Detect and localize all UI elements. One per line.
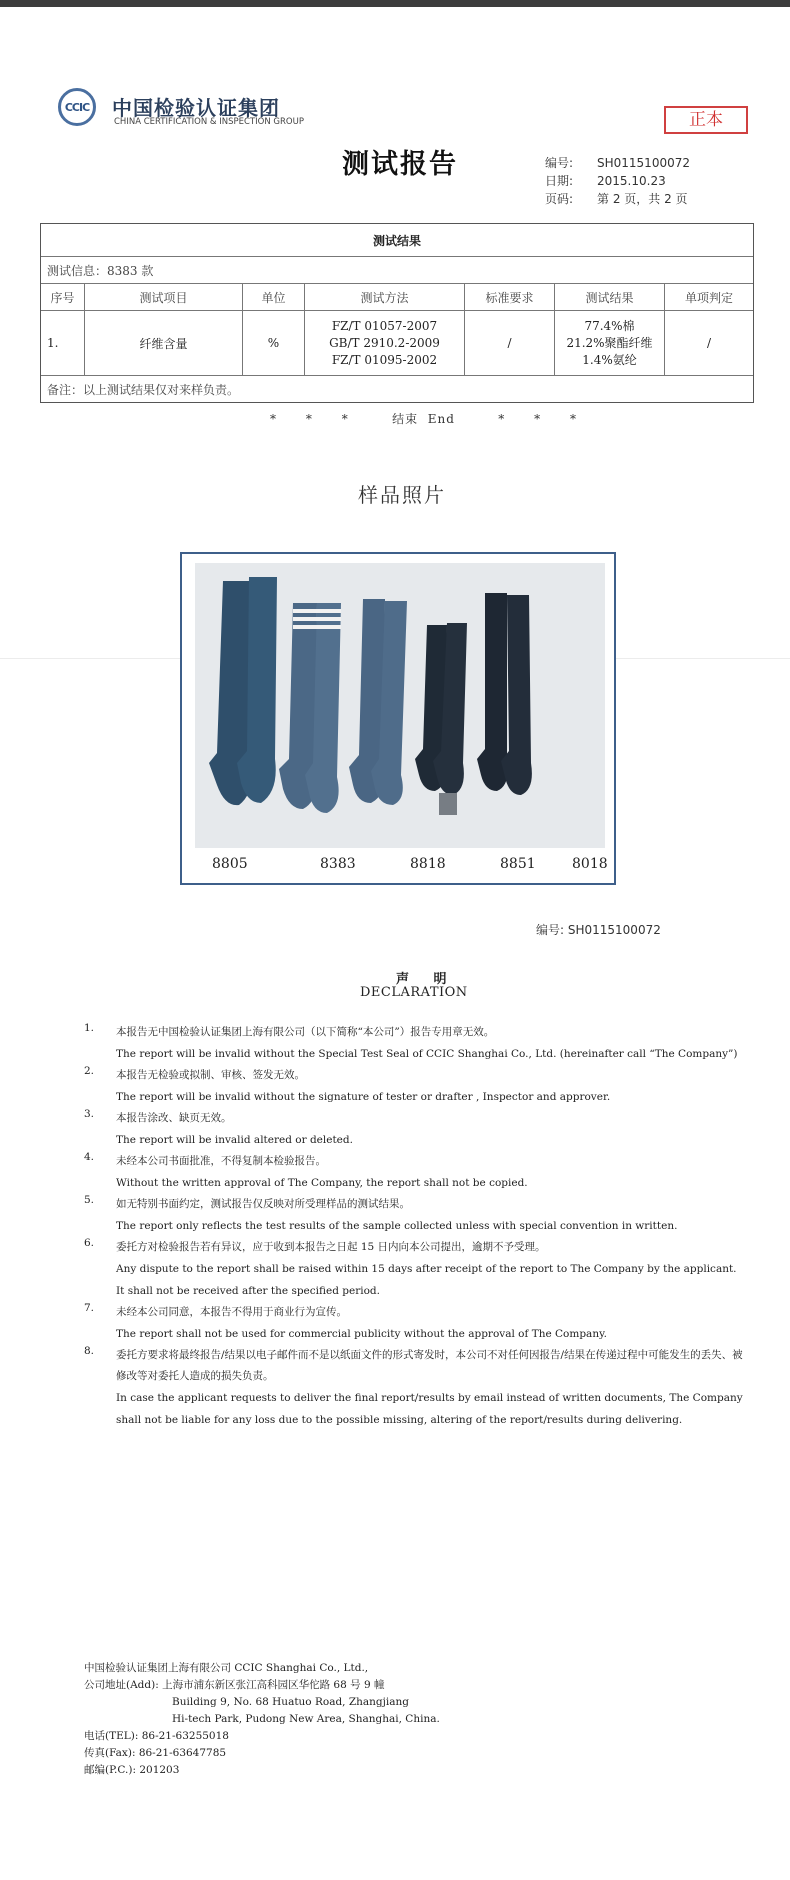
list-item: 2. 本报告无检验或拟制、审核、签发无效。 The report will be invalid without the signature of tester or drafter , Inspector and approver. bbox=[84, 1065, 611, 1103]
sample-label-8018: 8018 bbox=[572, 856, 608, 872]
row-judgement: / bbox=[706, 336, 712, 350]
report-date-line: 日期: 2015.10.23 bbox=[545, 174, 666, 188]
col-result: 测试结果 bbox=[555, 284, 665, 310]
declaration-list bbox=[84, 1022, 744, 1431]
socks-illustration bbox=[195, 563, 605, 848]
hang-tag bbox=[439, 793, 457, 815]
list-item: 8. 委托方要求将最终报告/结果以电子邮件而不是以纸面文件的形式寄发时，本公司不对任何因报告/结果在传递过程中可能发生的丢失、被修改等对委托人造成的损失负责。 In case the applicant requests to deliver the final report/results by email instead of written documents, The Company shall not be liable for any loss due to the possible missing, altering of the report/results during delivering. bbox=[84, 1345, 743, 1426]
row-no: 1. bbox=[41, 311, 85, 375]
original-stamp: 正本 bbox=[664, 106, 748, 134]
col-judgement: 单项判定 bbox=[684, 290, 733, 305]
sample-label-8851: 8851 bbox=[500, 856, 536, 872]
end-marker: * * * 结束 End * * * bbox=[270, 412, 578, 426]
col-requirement: 标准要求 bbox=[465, 284, 555, 310]
org-name-en: CHINA CERTIFICATION & INSPECTION GROUP bbox=[114, 117, 304, 127]
declaration-title-en: DECLARATION bbox=[360, 985, 468, 1000]
table-header-row bbox=[41, 284, 753, 311]
test-info-row: 测试信息：8383 款 bbox=[41, 257, 753, 284]
row-item: 纤维含量 bbox=[85, 311, 243, 375]
footer-tel: 电话(TEL): 86-21-63255018 bbox=[84, 1730, 229, 1742]
footer-address-cn: 公司地址(Add): 上海市浦东新区张江高科园区华佗路 68 号 9 幢 bbox=[84, 1679, 385, 1691]
row-requirement: / bbox=[465, 311, 555, 375]
list-item: 5. 如无特别书面约定，测试报告仅反映对所受理样品的测试结果。 The report only reflects the test results of the sample collected unless with special convention in written. bbox=[84, 1194, 678, 1232]
address-footer bbox=[84, 1660, 440, 1779]
footer-zip: 邮编(P.C.): 201203 bbox=[84, 1764, 180, 1776]
report-meta bbox=[545, 154, 690, 208]
table-caption: 测试结果 bbox=[41, 224, 753, 257]
list-item: 1. 本报告无中国检验认证集团上海有限公司（以下简称“本公司”）报告专用章无效。 The report will be invalid without the Special Test Seal of CCIC Shanghai Co., Ltd. (hereinafter call “The Company”) bbox=[84, 1022, 738, 1060]
col-no: 序号 bbox=[41, 284, 85, 310]
results-table bbox=[40, 223, 754, 403]
list-item: 4. 未经本公司书面批准，不得复制本检验报告。 Without the written approval of The Company, the report shall not be copied. bbox=[84, 1151, 528, 1189]
footer-company: 中国检验认证集团上海有限公司 CCIC Shanghai Co., Ltd., bbox=[84, 1662, 369, 1674]
org-name-cn: 中国检验认证集团 bbox=[112, 96, 280, 120]
col-method: 测试方法 bbox=[305, 284, 465, 310]
footer-address-en-2: Hi-tech Park, Pudong New Area, Shanghai, China. bbox=[172, 1713, 440, 1725]
footer-address-en-1: Building 9, No. 68 Huatuo Road, Zhangjiang bbox=[172, 1696, 410, 1708]
sample-photo bbox=[195, 563, 605, 848]
row-unit: % bbox=[243, 311, 305, 375]
sample-label-8383: 8383 bbox=[320, 856, 356, 872]
report-number-line: 编号: SH0115100072 bbox=[545, 156, 690, 170]
list-item: 7. 未经本公司同意，本报告不得用于商业行为宣传。 The report shall not be used for commercial publicity without the approval of The Company. bbox=[84, 1302, 607, 1340]
list-item: 6. 委托方对检验报告若有异议，应于收到本报告之日起 15 日内向本公司提出，逾期不予受理。 Any dispute to the report shall be raised within 15 days after receipt of the report to The Company by the applicant. It shall not be received after the specified period. bbox=[84, 1237, 737, 1297]
document-number: 编号: SH0115100072 bbox=[536, 923, 661, 937]
sample-label-8805: 8805 bbox=[212, 856, 248, 872]
declaration-title-cn: 声 明 bbox=[396, 972, 457, 987]
list-item: 3. 本报告涂改、缺页无效。 The report will be invalid altered or deleted. bbox=[84, 1108, 353, 1146]
table-row bbox=[41, 311, 753, 376]
note-row: 备注：以上测试结果仅对来样负责。 bbox=[47, 382, 240, 397]
top-border bbox=[0, 0, 790, 7]
sock-8018 bbox=[477, 593, 532, 795]
report-page-line: 页码: 第 2 页，共 2 页 bbox=[545, 192, 688, 206]
col-unit: 单位 bbox=[243, 284, 305, 310]
sample-label-8818: 8818 bbox=[410, 856, 446, 872]
col-item: 测试项目 bbox=[85, 284, 243, 310]
footer-fax: 传真(Fax): 86-21-63647785 bbox=[84, 1747, 227, 1759]
report-title: 测试报告 bbox=[342, 149, 458, 180]
photo-title: 样品照片 bbox=[358, 483, 446, 507]
row-methods: FZ/T 01057-2007 GB/T 2910.2-2009 FZ/T 01095-2002 bbox=[305, 311, 465, 375]
row-results: 77.4%棉 21.2%聚酯纤维 1.4%氨纶 bbox=[555, 311, 665, 375]
ccic-logo-icon: CCIC bbox=[58, 88, 96, 126]
